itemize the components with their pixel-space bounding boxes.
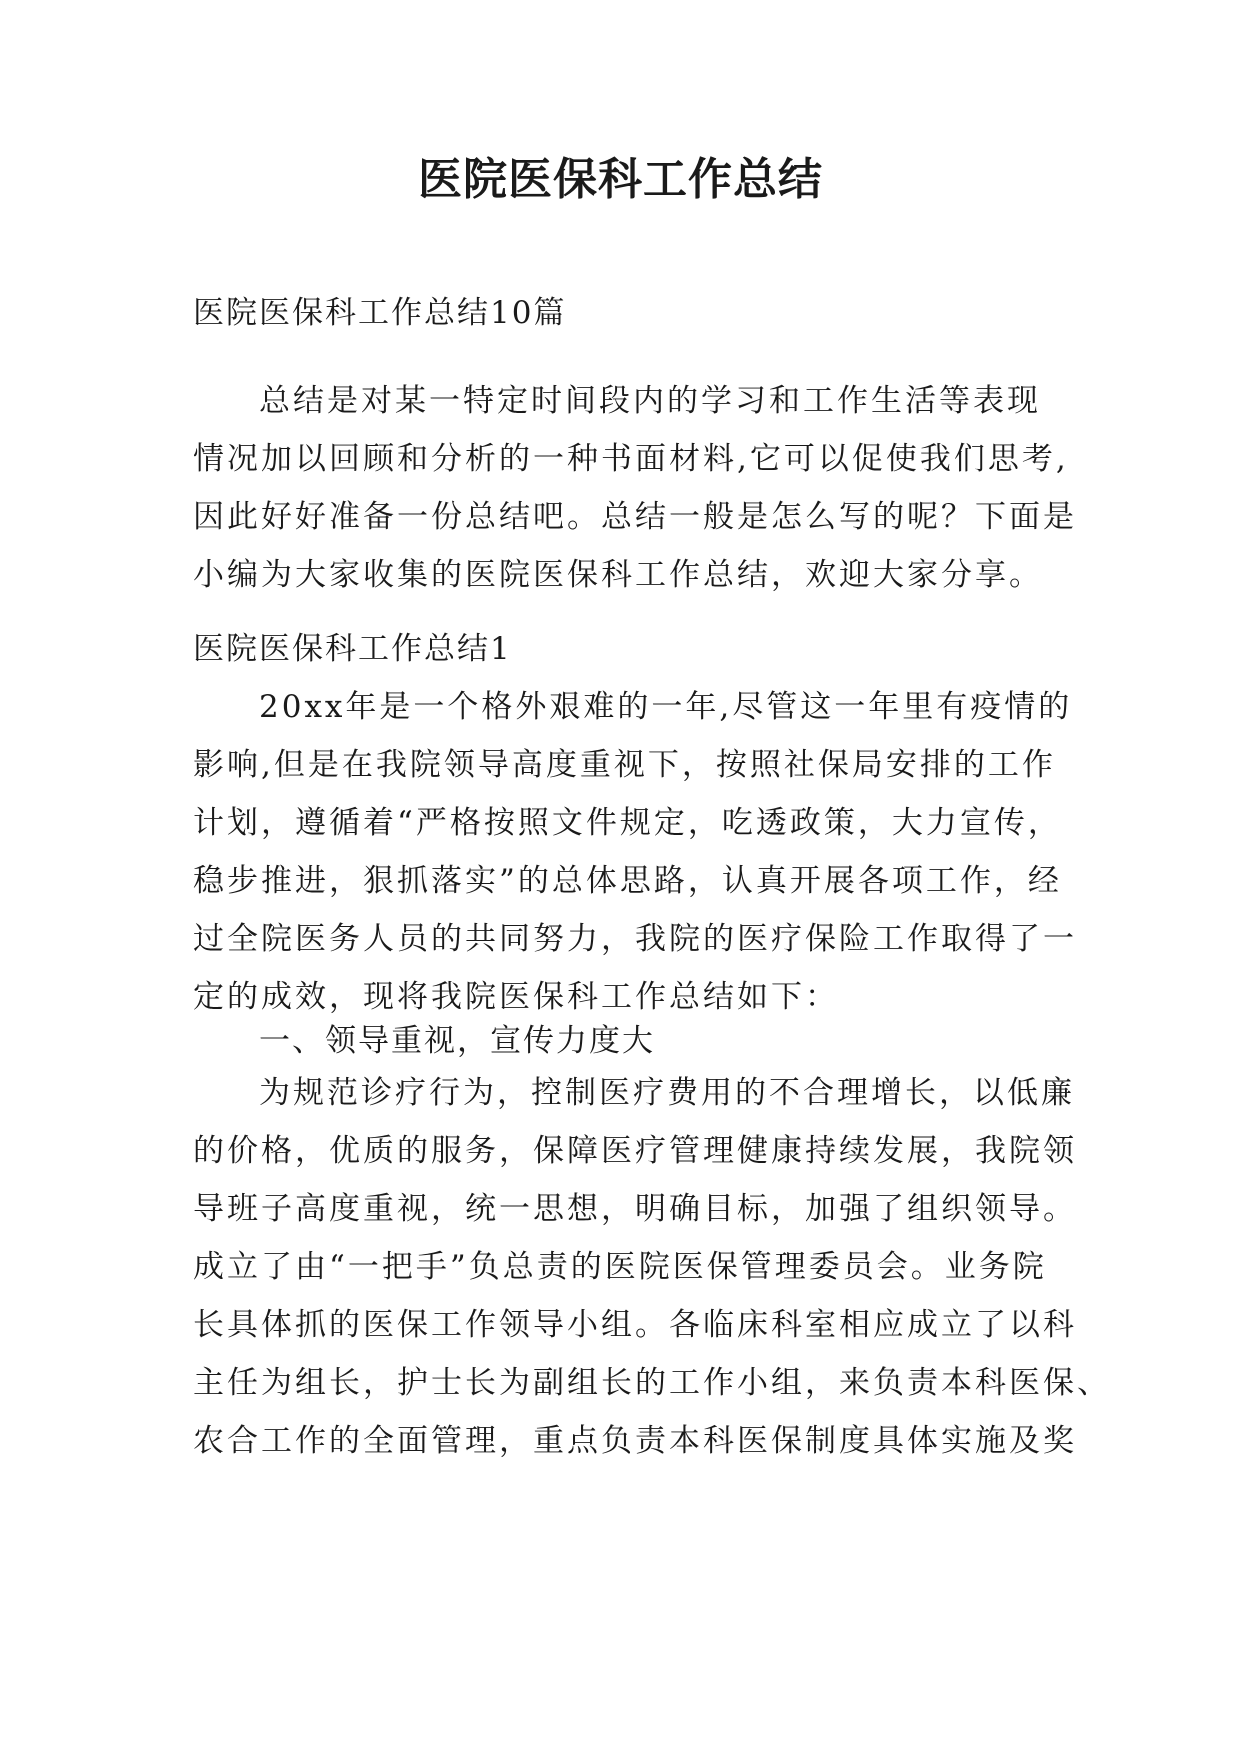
body-line: 计划，遵循着“严格按照文件规定，吃透政策，大力宣传， (193, 805, 1062, 841)
document-title: 医院医保科工作总结 (418, 154, 823, 205)
body-line: 成立了由“一把手”负总责的医院医保管理委员会。业务院 (193, 1249, 1047, 1285)
section-heading: 医院医保科工作总结1 (193, 631, 512, 667)
intro-line: 因此好好准备一份总结吧。总结一般是怎么写的呢？下面是 (193, 499, 1077, 535)
body-line: 定的成效，现将我院医保科工作总结如下： (193, 979, 839, 1015)
body-line: 农合工作的全面管理，重点负责本科医保制度具体实施及奖 (193, 1423, 1077, 1459)
body-line: 为规范诊疗行为，控制医疗费用的不合理增长，以低廉 (259, 1075, 1075, 1111)
intro-line: 总结是对某一特定时间段内的学习和工作生活等表现 (259, 383, 1041, 419)
body-line: 20xx年是一个格外艰难的一年,尽管这一年里有疫情的 (259, 689, 1073, 725)
body-line: 长具体抓的医保工作领导小组。各临床科室相应成立了以科 (193, 1307, 1077, 1343)
body-paragraph-2 (193, 1064, 1111, 1470)
body-line: 稳步推进，狠抓落实”的总体思路，认真开展各项工作，经 (193, 863, 1062, 899)
intro-line: 情况加以回顾和分析的一种书面材料,它可以促使我们思考, (193, 441, 1069, 477)
body-paragraph-1 (193, 678, 1077, 1026)
body-line: 过全院医务人员的共同努力，我院的医疗保险工作取得了一 (193, 921, 1077, 957)
intro-line: 小编为大家收集的医院医保科工作总结，欢迎大家分享。 (193, 557, 1043, 593)
intro-paragraph (193, 372, 1077, 604)
body-line: 影响,但是在我院领导高度重视下，按照社保局安排的工作 (193, 747, 1056, 783)
document-subtitle: 医院医保科工作总结10篇 (193, 295, 567, 331)
subheading: 一、领导重视，宣传力度大 (259, 1023, 655, 1059)
body-line: 导班子高度重视，统一思想，明确目标，加强了组织领导。 (193, 1191, 1077, 1227)
body-line: 的价格，优质的服务，保障医疗管理健康持续发展，我院领 (193, 1133, 1077, 1169)
body-line: 主任为组长，护士长为副组长的工作小组，来负责本科医保、 (193, 1365, 1111, 1401)
